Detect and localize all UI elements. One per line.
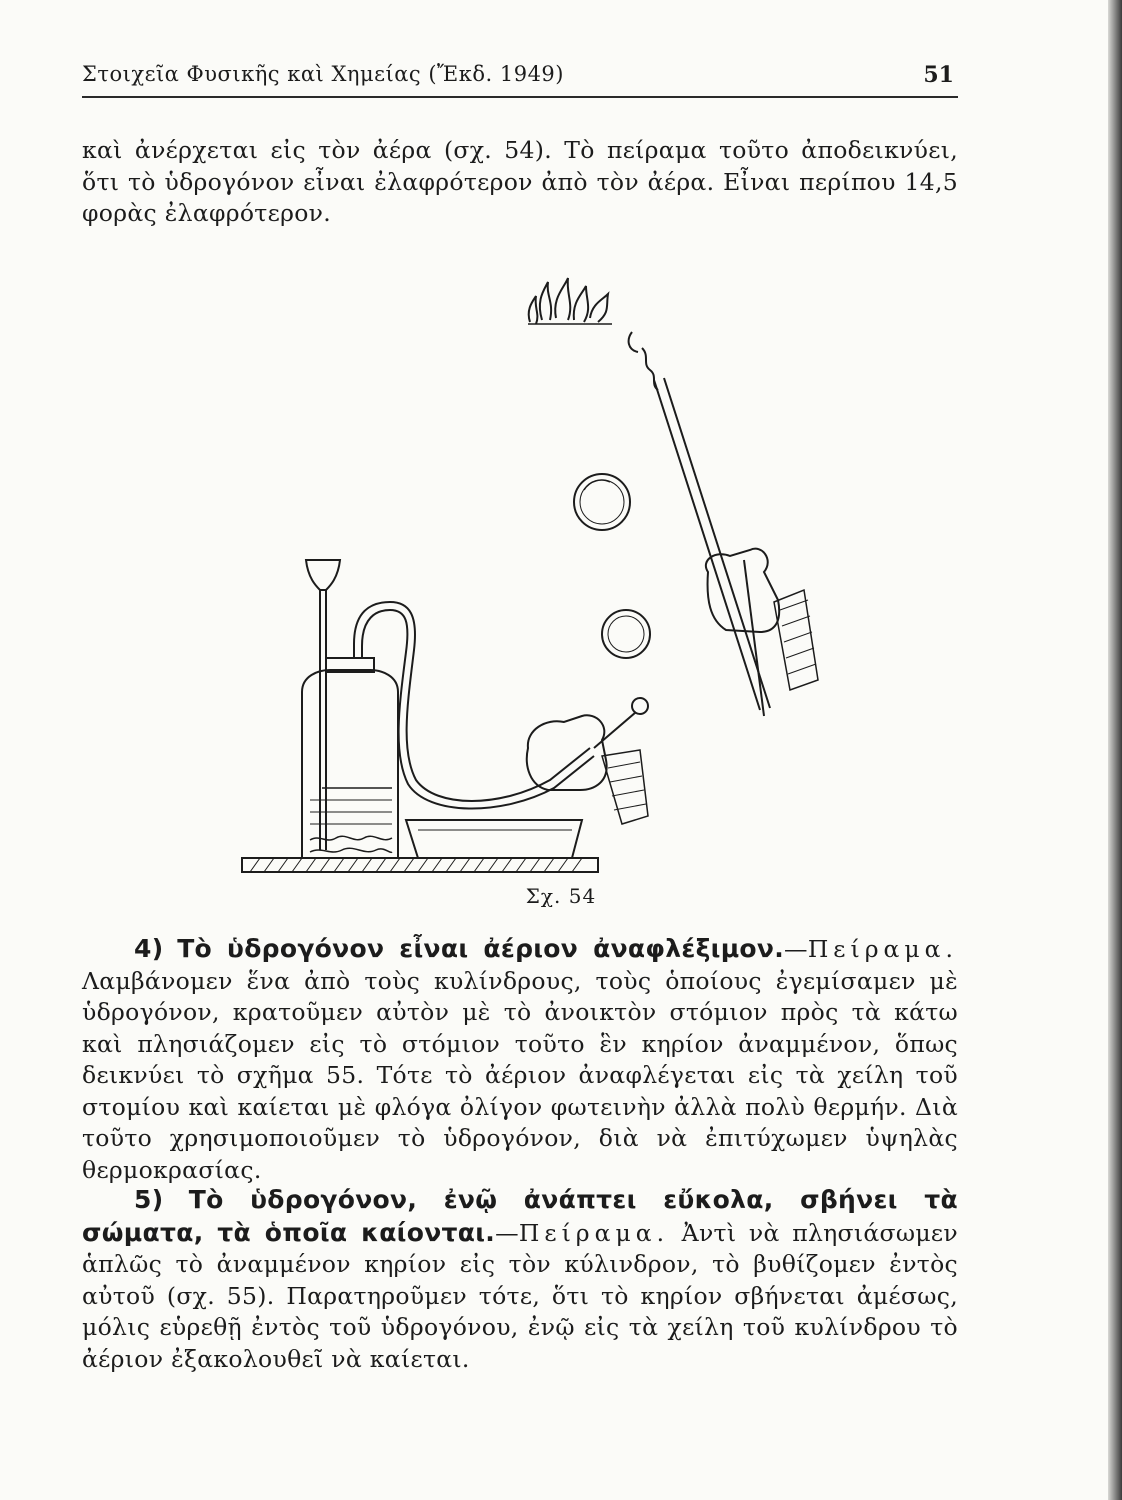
section-5-heading: Τὸ ὑδρογόνον, ἐνῷ ἀνάπτει εὔκολα, σβήνει τὰ σώματα, τὰ ὁποῖα καίονται. xyxy=(82,1185,958,1247)
page-number: 51 xyxy=(923,62,954,88)
section-4-heading: Τὸ ὑδρογόνον εἶναι ἀέριον ἀναφλέξιμον. xyxy=(177,934,784,963)
section-4-paragraph xyxy=(82,933,958,1186)
section-4-dash: — xyxy=(784,935,808,963)
section-5-number: 5) xyxy=(134,1185,164,1214)
soap-bubble-upper xyxy=(574,474,630,530)
water-basin xyxy=(406,820,582,858)
base-board xyxy=(242,858,598,872)
gas-generator-bottle xyxy=(302,560,594,858)
section-5-body: Ἀντὶ νὰ πλησιάσωμεν ἁπλῶς τὸ ἀναμμένον κηρίον εἰς τὸν κύλινδρον, τὸ βυθίζομεν ἐντὸς αὐτοῦ (σχ. 55). Παρατηροῦμεν τότε, ὅτι τὸ κηρίον σβήνεται ἀμέσως, μόλις εὑρεθῇ ἐντὸς τοῦ ὑδρογόνου, ἐνῷ εἰς τὰ χείλη τοῦ κυλίνδρου τὸ ἀέριον ἐξακολουθεῖ νὰ καίεται. xyxy=(82,1218,958,1373)
flame-illustration xyxy=(528,278,612,324)
paragraph-continuation: καὶ ἀνέρχεται εἰς τὸν ἀέρα (σχ. 54). Τὸ πείραμα τοῦτο ἀποδεικνύει, ὅτι τὸ ὑδρογόνον εἶναι ἐλαφρότερον ἀπὸ τὸν ἀέρα. Εἶναι περίπου 14,5 φορὰς ἐλαφρότερον. xyxy=(82,136,958,227)
section-4-experiment-label: Πείραμα. xyxy=(807,935,958,963)
section-5-experiment-label: Πείραμα. xyxy=(518,1218,670,1247)
section-5-paragraph xyxy=(82,1184,958,1375)
section-4-number: 4) xyxy=(134,934,164,963)
section-4-body: Λαμβάνομεν ἕνα ἀπὸ τοὺς κυλίνδρους, τοὺς ὁποίους ἐγεμίσαμεν μὲ ὑδρογόνον, κρατοῦμεν αὐτὸν μὲ τὸ ἀνοικτὸν στόμιον πρὸς τὰ κάτω καὶ πλησιάζομεν εἰς τὸ στόμιον τοῦτο ἓν κηρίον ἀναμμένον, ὅπως δεικνύει τὸ σχῆμα 55. Τότε τὸ ἀέριον ἀναφλέγεται εἰς τὰ χείλη τοῦ στομίου καὶ καίεται μὲ φλόγα ὀλίγον φωτεινὴν ἀλλὰ πολὺ θερμήν. Διὰ τοῦτο χρησιμοποιοῦμεν τὸ ὑδρογόνον, διὰ νὰ ἐπιτύχωμεν ὑψηλὰς θερμοκρασίας. xyxy=(82,966,958,1184)
section-5-dash: — xyxy=(495,1218,519,1247)
hand-holding-rod xyxy=(706,549,818,690)
splint-on-rod xyxy=(629,332,770,716)
header-title: Στοιχεῖα Φυσικῆς καὶ Χημείας (Ἔκδ. 1949) xyxy=(82,62,564,86)
scan-page-edge xyxy=(1108,0,1122,1500)
figure-hydrogen-soap-bubbles xyxy=(230,260,850,880)
soap-bubble-lower xyxy=(602,610,650,658)
running-header xyxy=(82,58,958,98)
figure-caption: Σχ. 54 xyxy=(525,884,597,908)
